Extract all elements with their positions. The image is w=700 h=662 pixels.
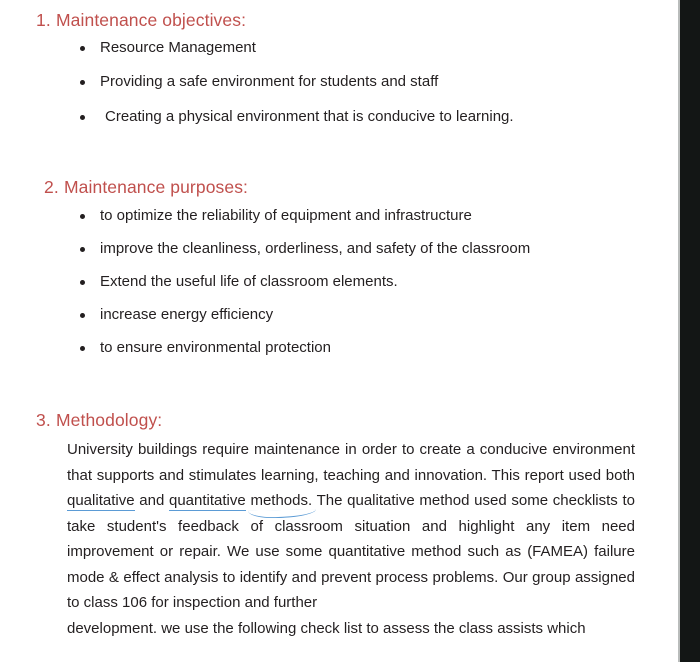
purposes-list	[0, 199, 660, 364]
page-edge-shadow-band	[680, 0, 700, 662]
paragraph-last-line: development. we use the following check list to assess the class assists which	[67, 619, 586, 637]
proofing-mark-methods: methods.	[250, 488, 312, 514]
section-title-1: Maintenance objectives:	[56, 10, 247, 30]
list-item: improve the cleanliness, orderliness, and safety of the classroom	[0, 232, 660, 265]
section-heading-2	[44, 177, 248, 198]
list-item: Creating a physical environment that is conducive to learning.	[0, 100, 660, 133]
section-heading-3	[36, 410, 162, 431]
list-item: to ensure environmental protection	[0, 331, 660, 364]
section-number-1: 1.	[36, 10, 51, 30]
list-item: increase energy efficiency	[0, 298, 660, 331]
methodology-paragraph	[67, 437, 635, 641]
section-title-2: Maintenance purposes:	[64, 177, 249, 197]
section-heading-1	[36, 10, 246, 31]
paragraph-text-part-4: The qualitative method used some checklists to take student's feedback of classroom situation and highlight any item need improvement or repair. We use some quantitative method such as (FAMEA) failure mode & effect analysis to identify and prevent process problems. Our group assigned to class 106 for inspection and further	[67, 492, 635, 611]
list-item: Providing a safe environment for students and staff	[0, 65, 660, 98]
objectives-list	[0, 31, 660, 133]
proofing-mark-quantitative: quantitative	[169, 492, 246, 509]
section-title-3: Methodology:	[56, 410, 163, 430]
proofing-mark-qualitative: qualitative	[67, 492, 135, 509]
section-number-3: 3.	[36, 410, 51, 430]
list-item: Resource Management	[0, 31, 660, 64]
paragraph-text-part-2: and	[134, 492, 169, 509]
list-item: to optimize the reliability of equipment and infrastructure	[0, 199, 660, 232]
section-number-2: 2.	[44, 177, 59, 197]
list-item: Extend the useful life of classroom elements.	[0, 265, 660, 298]
paragraph-text-part-1: University buildings require maintenance in order to create a conducive environment that supports and stimulates learning, teaching and innovation. This report used both	[67, 441, 635, 484]
